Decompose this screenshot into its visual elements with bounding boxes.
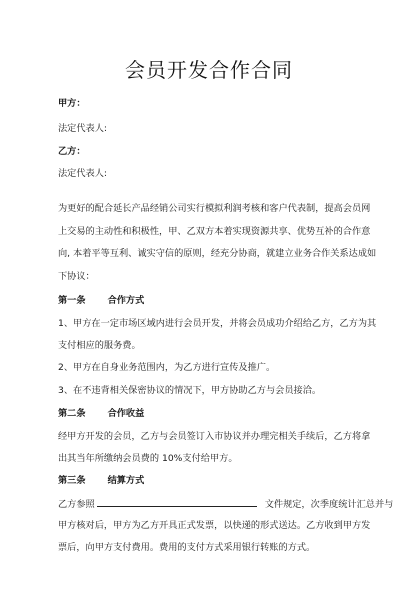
article-3-line: 票后，向甲方支付费用。费用的支付方式采用银行转账的方式。	[58, 542, 316, 553]
article-3-line	[58, 497, 393, 511]
intro-line: 下协议：	[58, 271, 95, 282]
intro-line: 上交易的主动性和积极性，甲、乙双方本着实现资源共享、优势互补的合作意	[58, 226, 371, 237]
article-2-line: 出其当年所缴纳会员费的 10%支付给甲方。	[58, 453, 238, 464]
document-title: 会员开发合作合同	[125, 58, 293, 82]
article-3-suffix: 文件规定，次季度统计汇总并与	[264, 499, 394, 510]
intro-line: 向, 本着平等互利、诚实守信的原则，经充分协商，就建立业务合作关系达成如	[58, 248, 377, 259]
article-3-prefix: 乙方参照	[58, 499, 95, 510]
article-3-number: 第三条	[58, 475, 86, 486]
party-a-representative: 法定代表人:	[58, 123, 108, 134]
article-3-name: 结算方式	[107, 475, 145, 486]
party-b-representative: 法定代表人:	[58, 168, 108, 179]
article-1-line: 支付相应的服务费。	[58, 340, 141, 351]
article-1-name: 合作方式	[107, 295, 145, 306]
article-1-line: 1、甲方在一定市场区域内进行会员开发，并将会员成功介绍给乙方，乙方为其	[58, 318, 377, 329]
article-1-number: 第一条	[58, 295, 86, 306]
article-1-heading	[58, 295, 144, 307]
fill-in-blank	[97, 497, 257, 507]
article-2-heading	[58, 408, 144, 420]
article-3-line: 甲方核对后，甲方为乙方开具正式发票，以快递的形式送达。乙方收到甲方发	[58, 520, 371, 531]
article-3-heading	[58, 475, 144, 487]
party-a-label: 甲方：	[58, 98, 86, 109]
article-2-number: 第二条	[58, 408, 86, 419]
article-1-line: 2、甲方在自身业务范围内，为乙方进行宣传及推广。	[58, 362, 276, 373]
article-2-line: 经甲方开发的会员，乙方与会员签订入市协议并办理完相关手续后，乙方将拿	[58, 431, 371, 442]
article-2-name: 合作收益	[107, 408, 145, 419]
article-1-line: 3、在不违背相关保密协议的情况下，甲方协助乙方与会员接洽。	[58, 385, 322, 396]
intro-line: 为更好的配合延长产品经销公司实行模拟利润考核和客户代表制，提高会员网	[58, 203, 371, 214]
party-b-label: 乙方：	[58, 146, 86, 157]
